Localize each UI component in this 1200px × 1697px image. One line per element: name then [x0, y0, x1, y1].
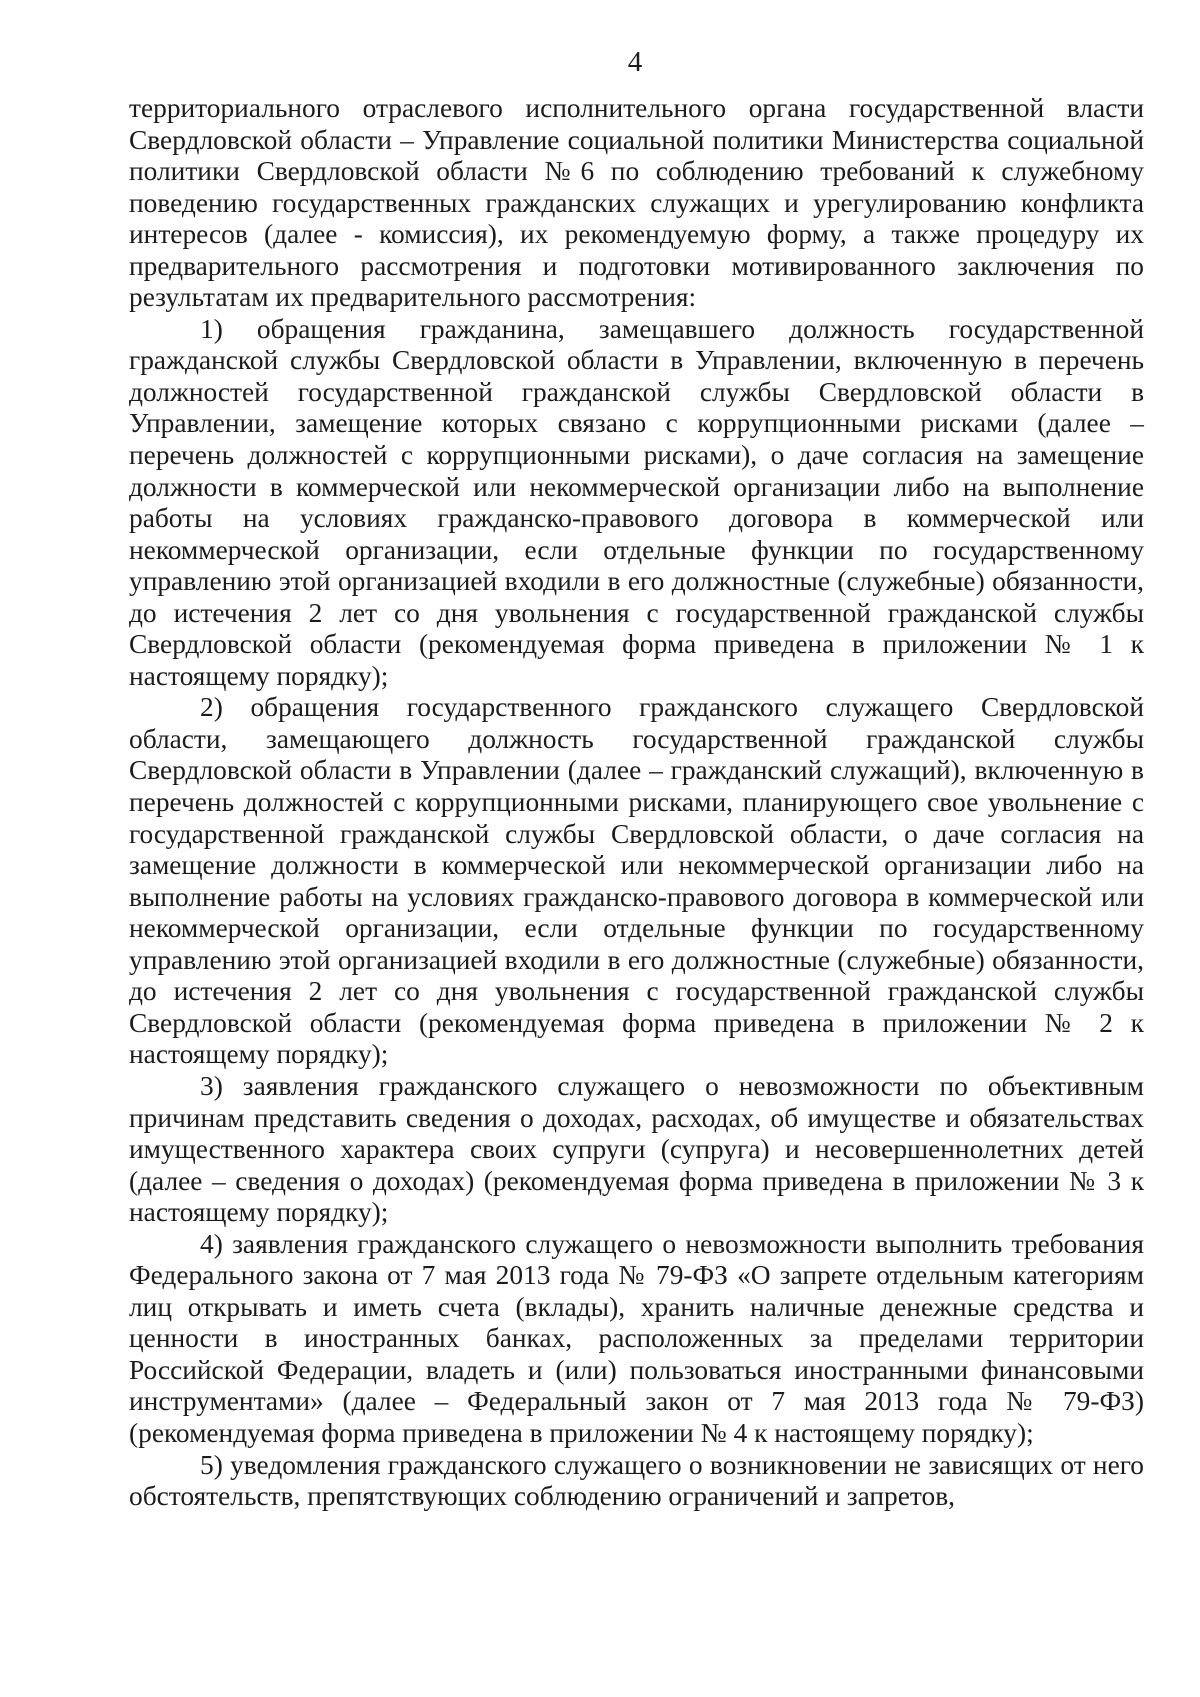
list-item-3: 3) заявления гражданского служащего о невозможности по объективным причинам представить сведения о доходах, расходах, об имуществе и обязательствах имущественного характера своих супруги (супруга) и несовершеннолетних детей (далее – сведения о доходах) (рекомендуемая форма приведена в приложении № 3 к настоящему порядку);: [129, 1070, 1144, 1228]
list-item-1: 1) обращения гражданина, замещавшего должность государственной гражданской службы Свердловской области в Управлении, включенную в перечень должностей государственной гражданской службы Свердловской области в Управлении, замещение которых связано с коррупционными рисками (далее – перечень должностей с коррупционными рисками), о даче согласия на замещение должности в коммерческой или некоммерческой организации либо на выполнение работы на условиях гражданско-правового договора в коммерческой или некоммерческой организации, если отдельные функции по государственному управлению этой организацией входили в его должностные (служебные) обязанности, до истечения 2 лет со дня увольнения с государственной гражданской службы Свердловской области (рекомендуемая форма приведена в приложении № 1 к настоящему порядку);: [129, 313, 1144, 691]
list-item-4: 4) заявления гражданского служащего о невозможности выполнить требования Федерального закона от 7 мая 2013 года № 79-ФЗ «О запрете отдельным категориям лиц открывать и иметь счета (вклады), хранить наличные денежные средства и ценности в иностранных банках, расположенных за пределами территории Российской Федерации, владеть и (или) пользоваться иностранными финансовыми инструментами» (далее – Федеральный закон от 7 мая 2013 года № 79-ФЗ) (рекомендуемая форма приведена в приложении № 4 к настоящему порядку);: [129, 1228, 1144, 1448]
document-body: [129, 93, 1144, 1513]
list-item-2: 2) обращения государственного гражданского служащего Свердловской области, замещающего должность государственной гражданской службы Свердловской области в Управлении (далее – гражданский служащий), включенную в перечень должностей с коррупционными рисками, планирующего свое увольнение с государственной гражданской службы Свердловской области, о даче согласия на замещение должности в коммерческой или некоммерческой организации либо на выполнение работы на условиях гражданско-правового договора в коммерческой или некоммерческой организации, если отдельные функции по государственному управлению этой организацией входили в его должностные (служебные) обязанности, до истечения 2 лет со дня увольнения с государственной гражданской службы Свердловской области (рекомендуемая форма приведена в приложении № 2 к настоящему порядку);: [129, 692, 1144, 1070]
page-number: 4: [627, 46, 643, 78]
list-item-5: 5) уведомления гражданского служащего о возникновении не зависящих от него обстоятельств, препятствующих соблюдению ограничений и запретов,: [129, 1449, 1144, 1512]
intro-paragraph: территориального отраслевого исполнительного органа государственной власти Свердловской области – Управление социальной политики Министерства социальной политики Свердловской области №6 по соблюдению требований к служебному поведению государственных гражданских служащих и урегулированию конфликта интересов (далее - комиссия), их рекомендуемую форму, а также процедуру их предварительного рассмотрения и подготовки мотивированного заключения по результатам их предварительного рассмотрения:: [129, 93, 1144, 313]
